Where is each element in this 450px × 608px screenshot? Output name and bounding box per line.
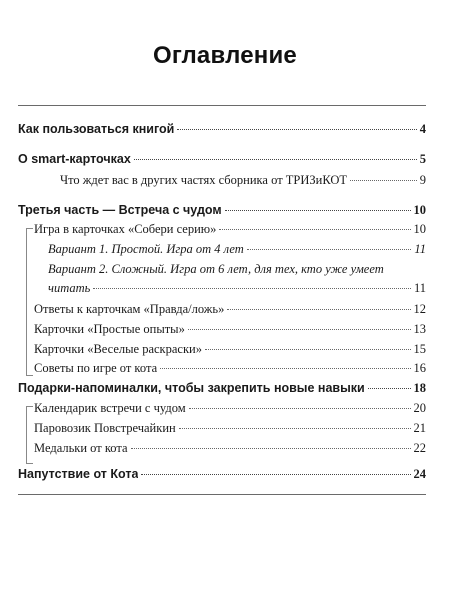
toc-subitem-label: Паровозик Повстречайкин <box>34 421 176 435</box>
toc-page-number: 10 <box>413 222 426 236</box>
toc-page-number: 22 <box>413 441 426 455</box>
toc-section[interactable] <box>18 152 426 167</box>
toc-subitem[interactable] <box>34 322 426 337</box>
toc-subitem-label: Карточки «Простые опыты» <box>34 322 185 336</box>
toc-subitem-label-line1[interactable]: Вариант 2. Сложный. Игра от 6 лет, для тех, кто уже умеет <box>48 262 384 276</box>
toc-section-label: Третья часть — Встреча с чудом <box>18 203 222 217</box>
toc-page-number: 21 <box>413 421 426 435</box>
toc-subitem[interactable] <box>34 342 426 357</box>
toc-subitem[interactable] <box>60 173 426 188</box>
section-bracket <box>26 406 33 464</box>
toc-subitem[interactable] <box>34 222 426 237</box>
toc-section[interactable] <box>18 122 426 137</box>
toc-page-number: 5 <box>419 152 426 166</box>
toc-subitem[interactable] <box>48 242 426 257</box>
top-divider <box>18 105 426 106</box>
dot-leader <box>225 210 411 211</box>
toc-page-number: 11 <box>413 281 426 295</box>
bottom-divider <box>18 494 426 495</box>
toc-subitem-label-line2: читать <box>48 281 91 295</box>
dot-leader <box>219 229 410 230</box>
page-title: Оглавление <box>153 42 297 69</box>
toc-page-number: 10 <box>413 203 426 217</box>
section-bracket <box>26 228 33 376</box>
toc-section-label: Как пользоваться книгой <box>18 122 175 136</box>
toc-subitem-label: Ответы к карточкам «Правда/ложь» <box>34 302 225 316</box>
toc-subitem[interactable] <box>34 302 426 317</box>
dot-leader <box>141 474 410 475</box>
toc-subitem-label: Вариант 1. Простой. Игра от 4 лет <box>48 242 244 256</box>
toc-section[interactable] <box>18 381 426 396</box>
dot-leader <box>134 159 417 160</box>
toc-subitem-label: Что ждет вас в других частях сборника от ТРИЗиКОТ <box>60 173 348 187</box>
toc-page-number: 12 <box>413 302 426 316</box>
toc-page-number: 15 <box>413 342 426 356</box>
dot-leader <box>189 408 411 409</box>
toc-page-number: 11 <box>414 242 426 256</box>
toc-subitem-label: Игра в карточках «Собери серию» <box>34 222 217 236</box>
toc-page-number: 9 <box>419 173 426 187</box>
toc-subitem-label: Советы по игре от кота <box>34 361 158 375</box>
toc-subitem[interactable] <box>34 441 426 456</box>
dot-leader <box>188 329 411 330</box>
dot-leader <box>177 129 416 130</box>
toc-section-label: Подарки-напоминалки, чтобы закрепить новые навыки <box>18 381 365 395</box>
toc-section[interactable] <box>18 203 426 218</box>
dot-leader <box>227 309 410 310</box>
dot-leader <box>350 180 417 181</box>
toc-subitem[interactable] <box>34 421 426 436</box>
toc-subitem-label: Медальки от кота <box>34 441 128 455</box>
dot-leader <box>368 388 411 389</box>
toc-section[interactable] <box>18 467 426 482</box>
dot-leader <box>179 428 411 429</box>
toc-page-number: 24 <box>413 467 426 481</box>
toc-section-label: Напутствие от Кота <box>18 467 139 481</box>
toc-subitem-label: Календарик встречи с чудом <box>34 401 186 415</box>
toc-subitem[interactable] <box>34 401 426 416</box>
toc-page-number: 4 <box>419 122 426 136</box>
toc-subitem[interactable] <box>48 281 426 296</box>
dot-leader <box>93 288 411 289</box>
toc-page-number: 16 <box>413 361 426 375</box>
toc-page-number: 13 <box>413 322 426 336</box>
toc-subitem-label: Карточки «Веселые раскраски» <box>34 342 202 356</box>
dot-leader <box>205 349 411 350</box>
dot-leader <box>131 448 411 449</box>
toc-page-number: 20 <box>413 401 426 415</box>
dot-leader <box>247 249 412 250</box>
toc-page-number: 18 <box>413 381 426 395</box>
dot-leader <box>160 368 410 369</box>
toc-subitem[interactable] <box>34 361 426 376</box>
toc-section-label: О smart-карточках <box>18 152 131 166</box>
